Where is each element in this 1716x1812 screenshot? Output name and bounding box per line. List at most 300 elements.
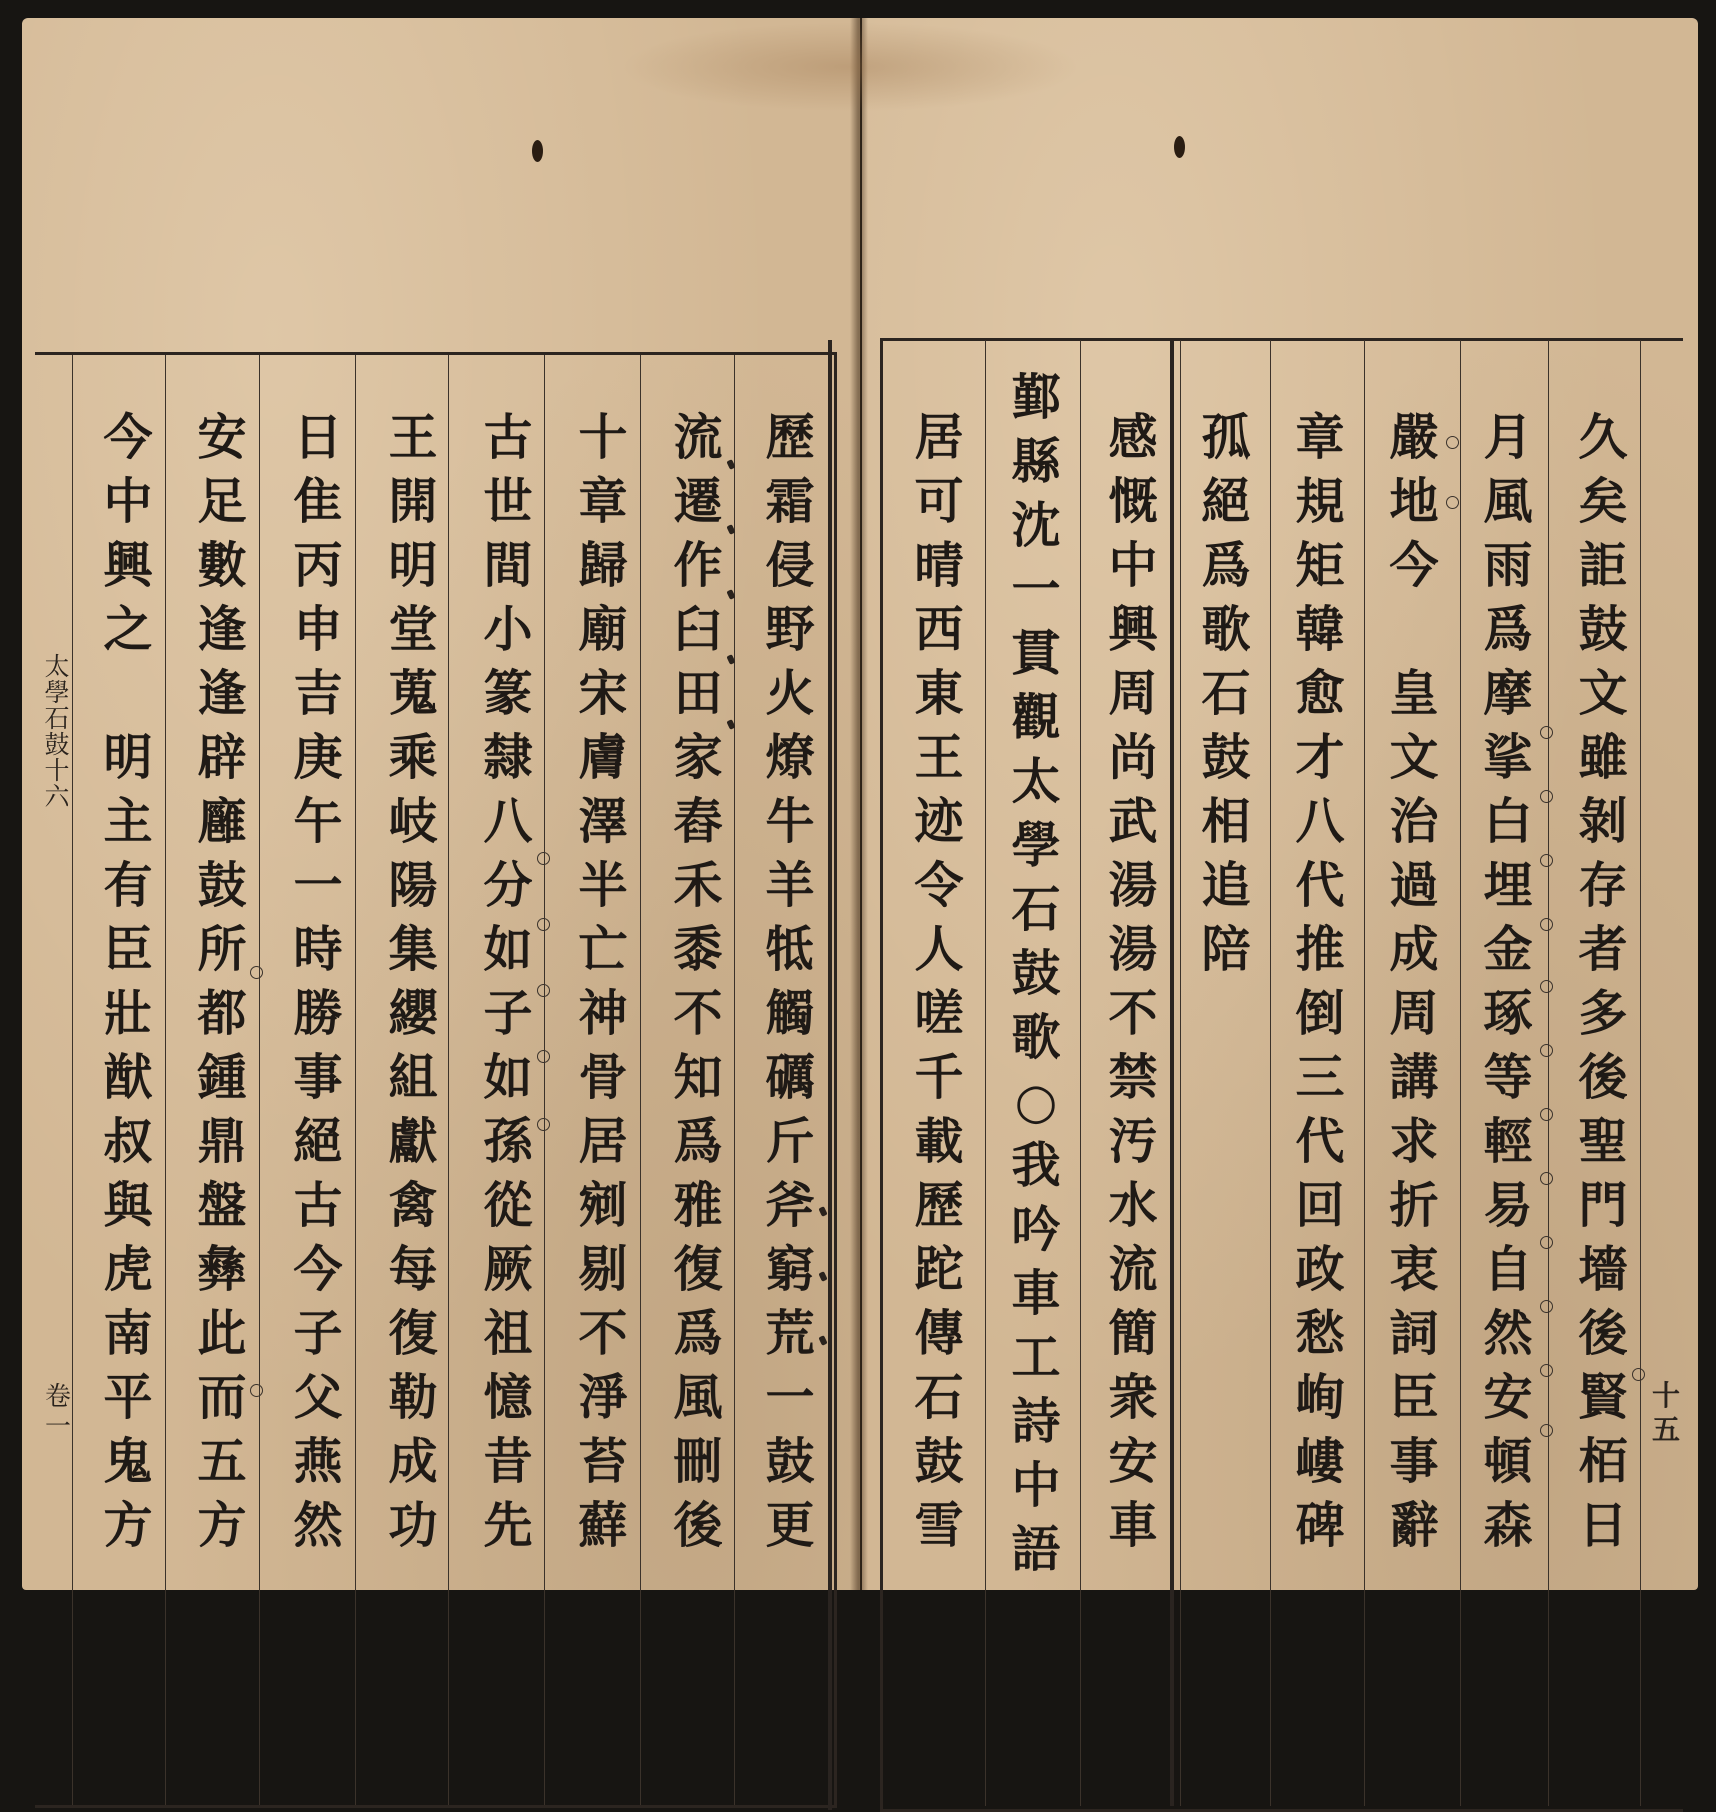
column-rule xyxy=(1270,340,1271,1806)
glyph: 倒 xyxy=(1295,984,1345,1042)
glyph: 栢 xyxy=(1578,1432,1628,1490)
glyph: 祖 xyxy=(483,1304,533,1362)
glyph: 臣 xyxy=(1389,1368,1439,1426)
glyph: 鼓 xyxy=(1011,944,1061,1002)
text-column xyxy=(1284,405,1356,1557)
glyph: 成 xyxy=(1389,920,1439,978)
glyph: 燕 xyxy=(293,1432,343,1490)
glyph: 復 xyxy=(673,1240,723,1298)
glyph: 一 xyxy=(1011,560,1061,618)
water-stain xyxy=(620,22,1080,112)
glyph: 詎 xyxy=(1578,536,1628,594)
text-column xyxy=(472,405,544,1557)
glyph: 門 xyxy=(1578,1176,1628,1234)
glyph: 今 xyxy=(1389,536,1439,594)
glyph: 之 xyxy=(103,600,153,658)
glyph: 森 xyxy=(1483,1496,1533,1554)
glyph: 岐 xyxy=(388,792,438,850)
text-column xyxy=(1472,405,1544,1557)
glyph: 古 xyxy=(293,1176,343,1234)
glyph: 分 xyxy=(483,856,533,914)
column-rule xyxy=(1180,340,1181,1806)
glyph: 人 xyxy=(914,920,964,978)
text-column xyxy=(1378,405,1450,1557)
glyph: 文 xyxy=(1578,664,1628,722)
glyph: 所 xyxy=(197,920,247,978)
glyph: 觀 xyxy=(1011,688,1061,746)
text-column xyxy=(1000,365,1072,1581)
glyph: 摩 xyxy=(1483,664,1533,722)
glyph: 貫 xyxy=(1011,624,1061,682)
text-column xyxy=(1190,405,1262,981)
column-rule xyxy=(734,355,735,1805)
glyph: 折 xyxy=(1389,1176,1439,1234)
glyph: 窮 xyxy=(765,1240,815,1298)
glyph: 世 xyxy=(483,472,533,530)
emphasis-circle xyxy=(537,918,550,931)
glyph: 不 xyxy=(673,984,723,1042)
glyph xyxy=(119,661,136,725)
glyph: ○ xyxy=(1014,1072,1058,1130)
emphasis-circle xyxy=(1540,726,1553,739)
glyph: 賢 xyxy=(1578,1368,1628,1426)
text-column xyxy=(92,405,164,1557)
glyph: 先 xyxy=(483,1496,533,1554)
glyph: 八 xyxy=(1295,792,1345,850)
glyph: 十 xyxy=(578,408,628,466)
glyph: 三 xyxy=(1295,1048,1345,1106)
glyph: 孤 xyxy=(1201,408,1251,466)
glyph: 申 xyxy=(293,600,343,658)
glyph: 十 xyxy=(1651,1379,1680,1412)
glyph: 辟 xyxy=(197,728,247,786)
glyph: 如 xyxy=(483,920,533,978)
glyph: 作 xyxy=(673,536,723,594)
column-rule xyxy=(544,355,545,1805)
glyph: 爲 xyxy=(1483,600,1533,658)
glyph: 石 xyxy=(1011,880,1061,938)
glyph: 澤 xyxy=(578,792,628,850)
margin-title xyxy=(42,654,72,810)
glyph: 牛 xyxy=(765,792,815,850)
glyph: 慨 xyxy=(1108,472,1158,530)
glyph: 歷 xyxy=(914,1176,964,1234)
glyph: 雪 xyxy=(914,1496,964,1554)
glyph: 亡 xyxy=(578,920,628,978)
glyph: 乘 xyxy=(388,728,438,786)
glyph: 西 xyxy=(914,600,964,658)
glyph: 武 xyxy=(1108,792,1158,850)
glyph: 傳 xyxy=(914,1304,964,1362)
glyph: 自 xyxy=(1483,1240,1533,1298)
glyph: 叔 xyxy=(103,1112,153,1170)
glyph: 追 xyxy=(1201,856,1251,914)
glyph: 獻 xyxy=(388,1112,438,1170)
glyph: 成 xyxy=(388,1432,438,1490)
glyph: 羊 xyxy=(765,856,815,914)
glyph: 周 xyxy=(1108,664,1158,722)
glyph: 歸 xyxy=(578,536,628,594)
glyph: 間 xyxy=(483,536,533,594)
text-column xyxy=(186,405,258,1557)
glyph: 半 xyxy=(578,856,628,914)
glyph: 雅 xyxy=(673,1176,723,1234)
glyph: 昔 xyxy=(483,1432,533,1490)
glyph: 風 xyxy=(1483,472,1533,530)
glyph: 主 xyxy=(103,792,153,850)
glyph: 牴 xyxy=(765,920,815,978)
glyph: 丙 xyxy=(293,536,343,594)
glyph: 政 xyxy=(1295,1240,1345,1298)
glyph: 古 xyxy=(483,408,533,466)
emphasis-circle xyxy=(1540,918,1553,931)
glyph: 頓 xyxy=(1483,1432,1533,1490)
glyph: 安 xyxy=(197,408,247,466)
emphasis-circle xyxy=(1540,1172,1553,1185)
glyph: 地 xyxy=(1389,472,1439,530)
glyph: 辭 xyxy=(1389,1496,1439,1554)
glyph: 歷 xyxy=(765,408,815,466)
glyph: 才 xyxy=(1295,728,1345,786)
glyph: 求 xyxy=(1389,1112,1439,1170)
glyph: 五 xyxy=(197,1432,247,1490)
glyph: 今 xyxy=(293,1240,343,1298)
emphasis-circle xyxy=(1446,436,1459,449)
glyph: 易 xyxy=(1483,1176,1533,1234)
glyph: 足 xyxy=(197,472,247,530)
glyph: 令 xyxy=(914,856,964,914)
text-column xyxy=(377,405,449,1557)
glyph: 禾 xyxy=(673,856,723,914)
glyph: 復 xyxy=(388,1304,438,1362)
emphasis-circle xyxy=(250,1384,263,1397)
glyph: 學 xyxy=(1011,816,1061,874)
glyph: 居 xyxy=(914,408,964,466)
glyph: 此 xyxy=(197,1304,247,1362)
glyph: 後 xyxy=(1578,1048,1628,1106)
glyph: 蒐 xyxy=(388,664,438,722)
glyph: 膚 xyxy=(578,728,628,786)
glyph: 剔 xyxy=(578,1240,628,1298)
glyph: 講 xyxy=(1389,1048,1439,1106)
glyph: 更 xyxy=(765,1496,815,1554)
emphasis-circle xyxy=(537,1118,550,1131)
glyph: 雖 xyxy=(1578,728,1628,786)
glyph: 代 xyxy=(1295,856,1345,914)
glyph: 者 xyxy=(1578,920,1628,978)
emphasis-circle xyxy=(1540,1424,1553,1437)
glyph: 十 xyxy=(44,756,70,785)
glyph: 愁 xyxy=(1295,1304,1345,1362)
glyph: 相 xyxy=(1201,792,1251,850)
glyph: 陽 xyxy=(388,856,438,914)
glyph: 周 xyxy=(1389,984,1439,1042)
glyph: 孫 xyxy=(483,1112,533,1170)
glyph: 載 xyxy=(914,1112,964,1170)
glyph: 皇 xyxy=(1389,664,1439,722)
glyph: 風 xyxy=(673,1368,723,1426)
glyph: 禁 xyxy=(1108,1048,1158,1106)
column-rule xyxy=(72,355,73,1805)
glyph: 隸 xyxy=(483,728,533,786)
glyph: 功 xyxy=(388,1496,438,1554)
glyph: 厥 xyxy=(483,1240,533,1298)
glyph: 事 xyxy=(1389,1432,1439,1490)
glyph: 縣 xyxy=(1011,432,1061,490)
glyph: 鄞 xyxy=(1011,368,1061,426)
emphasis-circle xyxy=(1540,1364,1553,1377)
text-column xyxy=(754,405,826,1557)
glyph: 數 xyxy=(197,536,247,594)
glyph: 後 xyxy=(673,1496,723,1554)
glyph: 明 xyxy=(103,728,153,786)
glyph: 神 xyxy=(578,984,628,1042)
glyph: 嗟 xyxy=(914,984,964,1042)
column-rule xyxy=(640,355,641,1805)
glyph: 一 xyxy=(44,1412,71,1442)
glyph: 剝 xyxy=(1578,792,1628,850)
emphasis-circle xyxy=(1540,1108,1553,1121)
glyph: 詞 xyxy=(1389,1304,1439,1362)
text-column xyxy=(662,405,734,1557)
glyph: 衷 xyxy=(1389,1240,1439,1298)
glyph: 推 xyxy=(1295,920,1345,978)
glyph: 簡 xyxy=(1108,1304,1158,1362)
glyph: 每 xyxy=(388,1240,438,1298)
glyph: 壯 xyxy=(103,984,153,1042)
column-rule xyxy=(985,340,986,1806)
emphasis-circle xyxy=(1446,496,1459,509)
glyph: 文 xyxy=(1389,728,1439,786)
glyph: 八 xyxy=(483,792,533,850)
glyph: 沈 xyxy=(1011,496,1061,554)
glyph: 然 xyxy=(1483,1304,1533,1362)
glyph: 流 xyxy=(1108,1240,1158,1298)
glyph: 都 xyxy=(197,984,247,1042)
glyph: 與 xyxy=(103,1176,153,1234)
glyph: 子 xyxy=(293,1304,343,1362)
glyph: 語 xyxy=(1011,1520,1061,1578)
glyph: 太 xyxy=(44,652,70,681)
glyph: 盤 xyxy=(197,1176,247,1234)
glyph: 一 xyxy=(293,856,343,914)
glyph: 衆 xyxy=(1108,1368,1158,1426)
glyph: 中 xyxy=(1011,1456,1061,1514)
glyph: 章 xyxy=(1295,408,1345,466)
glyph: 嶁 xyxy=(1295,1432,1345,1490)
glyph: 卷 xyxy=(44,1382,71,1412)
glyph: 埋 xyxy=(1483,856,1533,914)
glyph: 日 xyxy=(1578,1496,1628,1554)
emphasis-circle xyxy=(1540,1044,1553,1057)
glyph: 勒 xyxy=(388,1368,438,1426)
glyph: 勝 xyxy=(293,984,343,1042)
glyph: 憶 xyxy=(483,1368,533,1426)
glyph: 流 xyxy=(673,408,723,466)
glyph: 興 xyxy=(1108,600,1158,658)
glyph: 時 xyxy=(293,920,343,978)
glyph: 黍 xyxy=(673,920,723,978)
glyph: 集 xyxy=(388,920,438,978)
emphasis-circle xyxy=(1540,980,1553,993)
glyph: 而 xyxy=(197,1368,247,1426)
text-column xyxy=(903,405,975,1557)
column-rule xyxy=(259,355,260,1805)
glyph: 父 xyxy=(293,1368,343,1426)
glyph: 蘚 xyxy=(578,1496,628,1554)
worm-hole xyxy=(1174,136,1185,158)
glyph: 月 xyxy=(1483,408,1533,466)
glyph: 聖 xyxy=(1578,1112,1628,1170)
glyph: 鼓 xyxy=(765,1432,815,1490)
emphasis-circle xyxy=(537,984,550,997)
column-rule xyxy=(1080,340,1081,1806)
glyph: 小 xyxy=(483,600,533,658)
emphasis-circle xyxy=(1540,1300,1553,1313)
glyph: 田 xyxy=(673,664,723,722)
book-gutter xyxy=(850,18,868,1590)
glyph: 湯 xyxy=(1108,856,1158,914)
column-rule xyxy=(1548,340,1549,1806)
glyph: 湯 xyxy=(1108,920,1158,978)
glyph: 陪 xyxy=(1201,920,1251,978)
page-number xyxy=(1648,1379,1684,1447)
glyph: 然 xyxy=(293,1496,343,1554)
glyph: 吉 xyxy=(293,664,343,722)
glyph: 野 xyxy=(765,600,815,658)
emphasis-circle xyxy=(537,852,550,865)
glyph: 我 xyxy=(1011,1136,1061,1194)
glyph: 南 xyxy=(103,1304,153,1362)
glyph: 鼓 xyxy=(1201,728,1251,786)
glyph: 猷 xyxy=(103,1048,153,1106)
glyph: 火 xyxy=(765,664,815,722)
glyph: 午 xyxy=(293,792,343,850)
glyph: 方 xyxy=(103,1496,153,1554)
glyph: 鼓 xyxy=(44,730,70,759)
column-rule xyxy=(1460,340,1461,1806)
glyph: 矩 xyxy=(1295,536,1345,594)
glyph: 石 xyxy=(1201,664,1251,722)
glyph: 平 xyxy=(103,1368,153,1426)
text-column xyxy=(1097,405,1169,1557)
glyph: 存 xyxy=(1578,856,1628,914)
glyph: 吟 xyxy=(1011,1200,1061,1258)
glyph: 愈 xyxy=(1295,664,1345,722)
glyph: 多 xyxy=(1578,984,1628,1042)
glyph: 遷 xyxy=(673,472,723,530)
glyph: 代 xyxy=(1295,1112,1345,1170)
glyph: 學 xyxy=(44,678,70,707)
glyph: 雨 xyxy=(1483,536,1533,594)
glyph: 挲 xyxy=(1483,728,1533,786)
glyph: 石 xyxy=(44,704,70,733)
glyph: 剜 xyxy=(578,1176,628,1234)
glyph: 方 xyxy=(197,1496,247,1554)
glyph: 刪 xyxy=(673,1432,723,1490)
glyph: 爲 xyxy=(673,1304,723,1362)
worm-hole xyxy=(532,140,543,162)
glyph: 鼓 xyxy=(914,1432,964,1490)
glyph: 斤 xyxy=(765,1112,815,1170)
glyph: 彝 xyxy=(197,1240,247,1298)
glyph: 組 xyxy=(388,1048,438,1106)
glyph: 治 xyxy=(1389,792,1439,850)
glyph: 事 xyxy=(293,1048,343,1106)
glyph: 峋 xyxy=(1295,1368,1345,1426)
glyph: 久 xyxy=(1578,408,1628,466)
glyph: 廟 xyxy=(578,600,628,658)
left-outer-rule xyxy=(828,340,832,1810)
glyph: 不 xyxy=(1108,984,1158,1042)
glyph: 尚 xyxy=(1108,728,1158,786)
glyph: 淨 xyxy=(578,1368,628,1426)
glyph: 歌 xyxy=(1201,600,1251,658)
glyph: 輕 xyxy=(1483,1112,1533,1170)
glyph: 爲 xyxy=(1201,536,1251,594)
glyph: 六 xyxy=(44,782,70,811)
glyph: 東 xyxy=(914,664,964,722)
glyph: 如 xyxy=(483,1048,533,1106)
column-rule xyxy=(1364,340,1365,1806)
glyph: 水 xyxy=(1108,1176,1158,1234)
glyph: 鼓 xyxy=(197,856,247,914)
glyph: 篆 xyxy=(483,664,533,722)
glyph: 中 xyxy=(103,472,153,530)
glyph: 興 xyxy=(103,536,153,594)
glyph: 詩 xyxy=(1011,1392,1061,1450)
glyph: 知 xyxy=(673,1048,723,1106)
emphasis-circle xyxy=(1540,1236,1553,1249)
glyph: 琢 xyxy=(1483,984,1533,1042)
glyph: 歌 xyxy=(1011,1008,1061,1066)
glyph: 韓 xyxy=(1295,600,1345,658)
emphasis-circle xyxy=(537,1050,550,1063)
emphasis-circle xyxy=(1632,1368,1645,1381)
glyph: 爲 xyxy=(673,1112,723,1170)
emphasis-circle xyxy=(1540,790,1553,803)
glyph: 石 xyxy=(914,1368,964,1426)
text-column xyxy=(1567,405,1639,1557)
glyph: 鬼 xyxy=(103,1432,153,1490)
glyph: 跎 xyxy=(914,1240,964,1298)
right-inner-rule xyxy=(1170,340,1174,1806)
glyph: 有 xyxy=(103,856,153,914)
glyph xyxy=(1405,597,1422,661)
glyph: 中 xyxy=(1108,536,1158,594)
glyph: 可 xyxy=(914,472,964,530)
glyph: 碑 xyxy=(1295,1496,1345,1554)
glyph: 晴 xyxy=(914,536,964,594)
glyph: 車 xyxy=(1011,1264,1061,1322)
glyph: 開 xyxy=(388,472,438,530)
glyph: 絕 xyxy=(1201,472,1251,530)
glyph: 工 xyxy=(1011,1328,1061,1386)
glyph: 子 xyxy=(483,984,533,1042)
glyph: 虎 xyxy=(103,1240,153,1298)
emphasis-circle xyxy=(1540,854,1553,867)
glyph: 章 xyxy=(578,472,628,530)
glyph: 纓 xyxy=(388,984,438,1042)
glyph: 庚 xyxy=(293,728,343,786)
glyph: 迹 xyxy=(914,792,964,850)
glyph: 從 xyxy=(483,1176,533,1234)
glyph: 金 xyxy=(1483,920,1533,978)
glyph: 矣 xyxy=(1578,472,1628,530)
glyph: 明 xyxy=(388,536,438,594)
glyph: 廱 xyxy=(197,792,247,850)
emphasis-circle xyxy=(250,966,263,979)
